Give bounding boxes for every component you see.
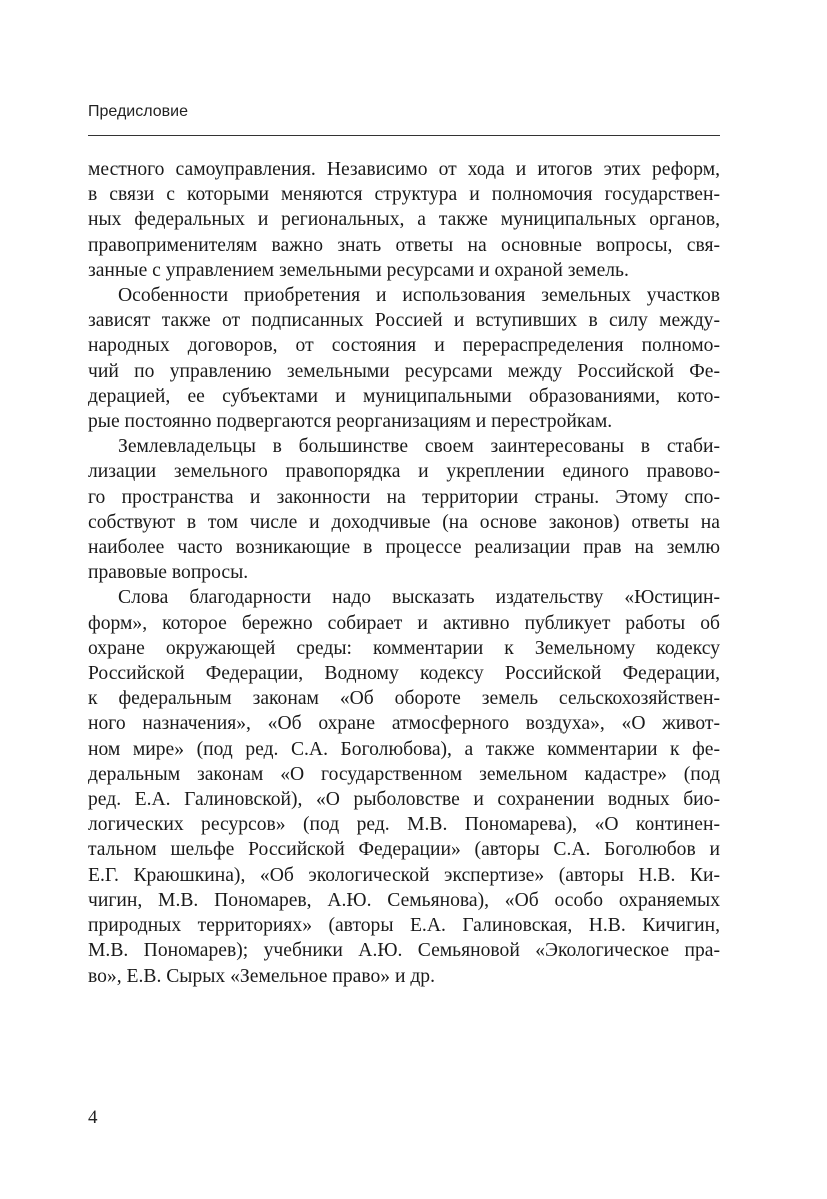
body-text	[88, 157, 720, 989]
text-line: лизации земельного правопорядка и укреплении единого правово-	[88, 461, 720, 483]
text-line: дерацией, ее субъектами и муниципальными образованиями, кото-	[88, 385, 720, 407]
text-line: го пространства и законности на территории страны. Этому спо-	[88, 486, 720, 508]
text-line: Слова благодарности надо высказать издательству «Юстицин-	[118, 587, 720, 609]
text-line: Российской Федерации, Водному кодексу Российской Федерации,	[88, 663, 720, 685]
text-line: правоприменителям важно знать ответы на основные вопросы, свя-	[88, 234, 720, 256]
running-header-title: Предисловие	[88, 103, 188, 120]
text-line: ном мире» (под ред. С.А. Боголюбова), а также комментарии к фе-	[88, 738, 720, 760]
text-line: логических ресурсов» (под ред. М.В. Пономарева), «О континен-	[88, 814, 720, 836]
header-divider	[88, 135, 720, 136]
text-line: охране окружающей среды: комментарии к Земельному кодексу	[88, 637, 720, 659]
text-line: во», Е.В. Сырых «Земельное право» и др.	[88, 965, 436, 987]
text-line: в связи с которыми меняются структура и полномочия государствен-	[88, 184, 720, 206]
text-line: форм», которое бережно собирает и активно публикует работы об	[88, 612, 720, 634]
text-line: тальном шельфе Российской Федерации» (авторы С.А. Боголюбов и	[88, 839, 720, 861]
text-line: местного самоуправления. Независимо от хода и итогов этих реформ,	[88, 159, 720, 180]
text-line: деральным законам «О государственном земельном кадастре» (под	[88, 763, 720, 785]
text-line: собствуют в том числе и доходчивые (на основе законов) ответы на	[88, 511, 720, 533]
text-line: ных федеральных и региональных, а также муниципальных органов,	[88, 209, 720, 231]
text-line: рые постоянно подвергаются реорганизациям и перестройкам.	[88, 411, 613, 433]
text-line: М.В. Пономарев); учебники А.Ю. Семьяновой «Экологическое пра-	[88, 940, 720, 962]
text-line: наиболее часто возникающие в процессе реализации прав на землю	[88, 537, 720, 559]
text-line: природных территориях» (авторы Е.А. Галиновская, Н.В. Кичигин,	[88, 915, 720, 937]
text-line: чигин, М.В. Пономарев, А.Ю. Семьянова), «Об особо охраняемых	[88, 889, 720, 911]
text-line: Е.Г. Краюшкина), «Об экологической экспертизе» (авторы Н.В. Ки-	[88, 864, 720, 886]
text-line: занные с управлением земельными ресурсами и охраной земель.	[88, 259, 629, 281]
text-line: чий по управлению земельными ресурсами между Российской Фе-	[88, 360, 720, 382]
text-line: народных договоров, от состояния и перераспределения полномо-	[88, 335, 720, 357]
text-line: ред. Е.А. Галиновской), «О рыболовстве и сохранении водных био-	[88, 789, 720, 811]
text-line: зависят также от подписанных Россией и вступивших в силу между-	[88, 310, 720, 332]
text-line: Землевладельцы в большинстве своем заинтересованы в стаби-	[118, 436, 720, 458]
text-line: Особенности приобретения и использования земельных участков	[118, 285, 720, 307]
text-line: правовые вопросы.	[88, 562, 249, 584]
text-line: ного назначения», «Об охране атмосферного воздуха», «О живот-	[88, 713, 720, 735]
page-number: 4	[88, 1107, 98, 1128]
text-line: к федеральным законам «Об обороте земель сельскохозяйствен-	[88, 688, 720, 710]
